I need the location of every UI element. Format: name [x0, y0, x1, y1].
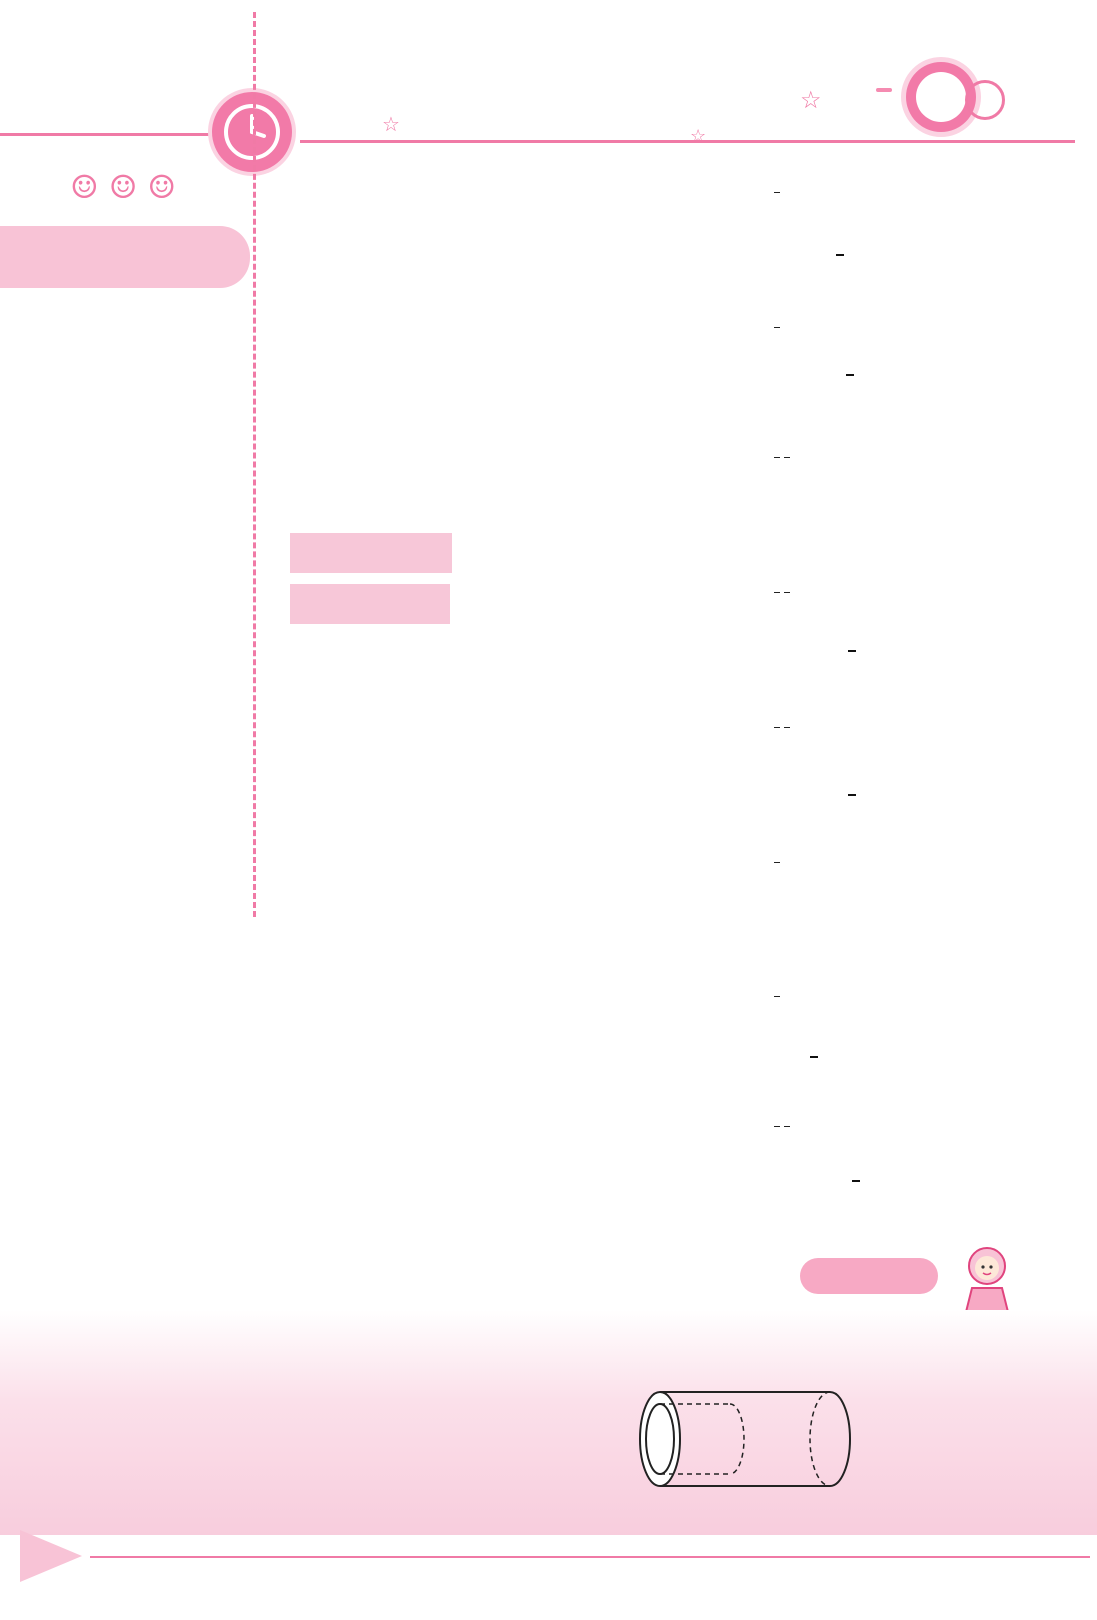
- equation-7-answer: [786, 1042, 818, 1068]
- highlight-row-8: [290, 533, 452, 573]
- equation-8-answer: [838, 1166, 860, 1192]
- equation-7: [772, 982, 782, 1008]
- footer-rule: [90, 1556, 1090, 1558]
- equation-4: [772, 578, 792, 604]
- equation-4-answer: [828, 636, 856, 662]
- bottom-background: [0, 1310, 1097, 1535]
- frac-num: [774, 862, 780, 863]
- frac-num: [774, 192, 780, 193]
- page-number-tab: [20, 1530, 82, 1582]
- ans-num: [836, 254, 844, 256]
- equation-5: [772, 713, 792, 739]
- equation-3-answer: [838, 520, 844, 558]
- ans-num: [810, 1056, 818, 1058]
- header-rule-right: [300, 140, 1075, 143]
- star-icon-small: ☆: [382, 112, 400, 136]
- cylinder-diagram: [630, 1384, 870, 1498]
- ans-num: [846, 374, 854, 376]
- ans-num: [852, 1180, 860, 1182]
- dashed-divider: [253, 12, 256, 917]
- star-icon-small-2: ☆: [690, 126, 707, 147]
- lesson-number: [916, 72, 966, 122]
- equation-2: [772, 313, 782, 339]
- clock-icon: [212, 92, 292, 172]
- equation-1: [772, 178, 782, 204]
- smiley-icons: ☺☺☺: [70, 168, 187, 206]
- equation-5-answer: [828, 780, 856, 806]
- method-banner: [0, 226, 250, 288]
- ans-num: [848, 794, 856, 796]
- frac-num: [784, 1126, 790, 1127]
- highlight-row-9: [290, 584, 450, 624]
- equation-8: [772, 1112, 792, 1138]
- frac-num: [774, 727, 780, 728]
- frac-num: [774, 327, 780, 328]
- equation-3: [772, 443, 792, 469]
- lesson-suffix: [965, 80, 1005, 120]
- equation-1-answer: [810, 240, 844, 266]
- header-rule-left: [0, 133, 235, 136]
- equation-6: [772, 848, 782, 874]
- frac-num: [784, 727, 790, 728]
- frac-num: [774, 457, 780, 458]
- frac-num: [774, 996, 780, 997]
- ans-num: [848, 650, 856, 652]
- smart-badge: [800, 1258, 938, 1294]
- lesson-prefix: [876, 88, 892, 92]
- frac-num: [784, 592, 790, 593]
- equation-2-answer: [828, 360, 854, 386]
- frac-num: [774, 592, 780, 593]
- star-icon: ☆: [800, 86, 822, 114]
- frac-num: [774, 1126, 780, 1127]
- frac-num: [784, 457, 790, 458]
